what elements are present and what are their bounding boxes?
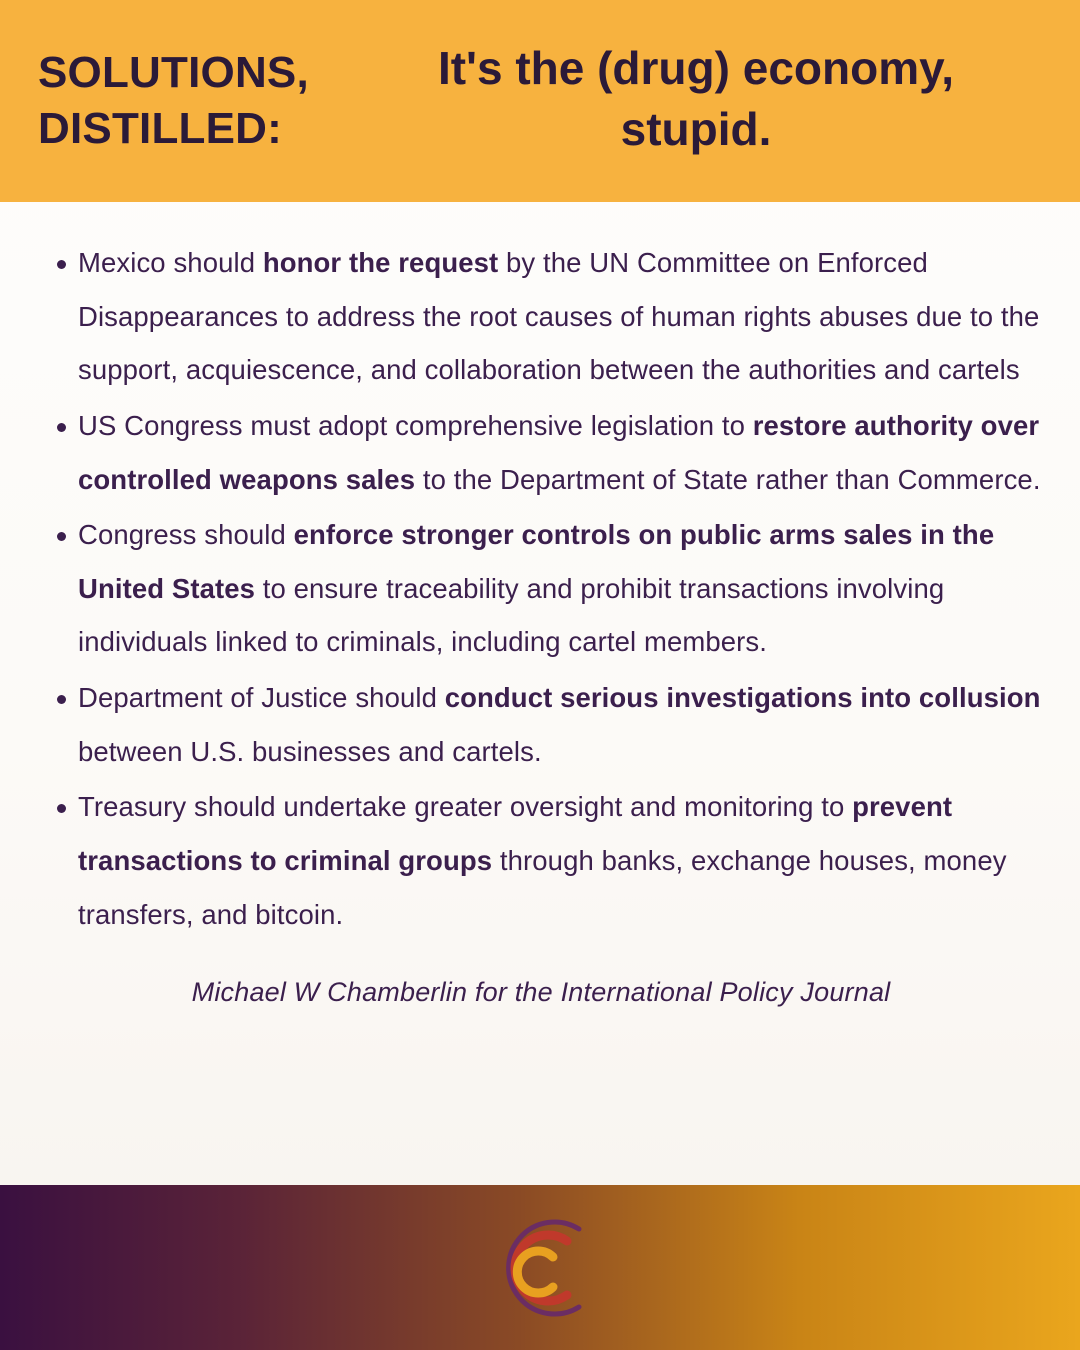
emphasis-text: restore authority over controlled weapons sales [78, 409, 1040, 495]
body-text: to the Department of State rather than Commerce. [415, 463, 1041, 495]
recommendations-list [38, 236, 1044, 941]
attribution-line: Michael W Chamberlin for the International Policy Journal [191, 977, 891, 1008]
page-title: It's the (drug) economy, stupid. [437, 42, 955, 155]
list-item [38, 399, 1044, 506]
body-text: Mexico should [78, 247, 263, 278]
body-text: Treasury should undertake greater oversight and monitoring to [78, 791, 853, 823]
header-kicker-container [38, 45, 368, 158]
list-item [38, 236, 1044, 397]
emphasis-text: enforce stronger controls on public arms sales in the United States [78, 519, 995, 604]
body-text: between U.S. businesses and cartels. [78, 735, 542, 767]
content-area [0, 202, 1080, 1185]
emphasis-text: prevent transactions to criminal groups [78, 791, 953, 876]
body-text: through banks, exchange houses, money transfers, and bitcoin. [78, 844, 1007, 930]
list-item [38, 508, 1044, 669]
header-banner [0, 0, 1080, 202]
body-text: Congress should [78, 519, 294, 551]
kicker-label: SOLUTIONS, DISTILLED: [38, 47, 309, 153]
emphasis-text: honor the request [262, 247, 499, 278]
body-text: Department of Justice should [78, 682, 445, 713]
body-text: by the UN Committee on Enforced Disappearances to address the root causes of human rights abuses due to the support, acquiescence, and collaboration between the authorities and cartels [78, 247, 1040, 386]
body-text: US Congress must adopt comprehensive legislation to [78, 409, 753, 441]
footer-bar [0, 1185, 1080, 1350]
list-item [38, 671, 1044, 778]
emphasis-text: conduct serious investigations into collusion [444, 682, 1041, 713]
list-item [38, 780, 1044, 941]
crescent-swirl-logo [479, 1207, 601, 1329]
body-text: to ensure traceability and prohibit transactions involving individuals linked to criminals, including cartel members. [78, 572, 945, 658]
